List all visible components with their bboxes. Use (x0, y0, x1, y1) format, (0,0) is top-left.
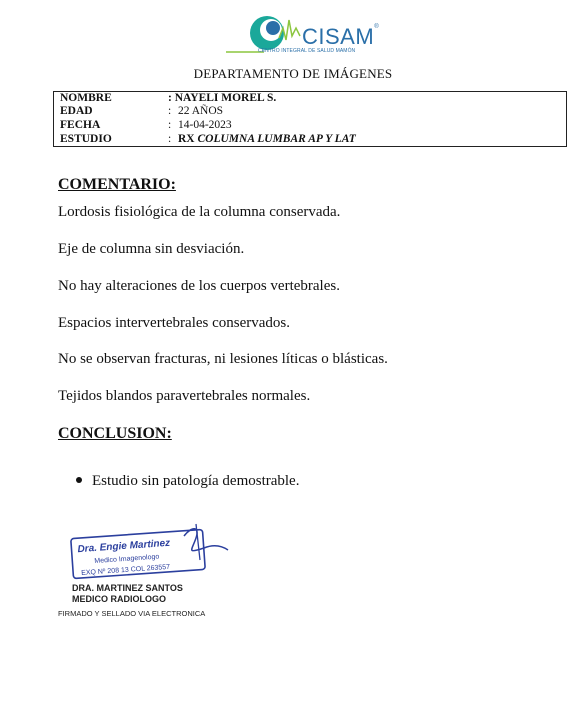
signature-stamp (66, 520, 236, 582)
comment-heading: COMENTARIO: (58, 176, 176, 193)
patient-date-row: FECHA : 14-04-2023 (60, 119, 232, 131)
comment-line: No hay alteraciones de los cuerpos vertebrales. (58, 278, 340, 294)
logo-subtitle: CENTRO INTEGRAL DE SALUD MAMÓN (258, 48, 356, 54)
date-value: 14-04-2023 (178, 119, 232, 131)
bullet-icon (76, 477, 82, 483)
date-label: FECHA (60, 119, 101, 131)
name-label: NOMBRE (60, 92, 112, 104)
age-label: EDAD (60, 105, 93, 117)
logo-name: CISAM® (302, 24, 380, 49)
study-label: ESTUDIO (60, 133, 112, 145)
age-value: 22 AÑOS (178, 105, 224, 117)
patient-study-row: ESTUDIO : RX COLUMNA LUMBAR AP Y LAT (60, 133, 356, 145)
comment-line: Espacios intervertebrales conservados. (58, 315, 290, 331)
department-title: DEPARTAMENTO DE IMÁGENES (193, 66, 393, 81)
conclusion-heading: CONCLUSION: (58, 425, 172, 442)
svg-text:Dra. Engie Martinez: Dra. Engie Martinez (77, 537, 171, 556)
doctor-name: DRA. MARTINEZ SANTOS (72, 583, 183, 593)
svg-text:Medico Imagenologo: Medico Imagenologo (94, 553, 160, 566)
patient-name-row (60, 92, 276, 105)
patient-age-row: EDAD : 22 AÑOS (60, 105, 224, 117)
conclusion-item: Estudio sin patología demostrable. (76, 473, 299, 490)
comment-line: Eje de columna sin desviación. (58, 241, 245, 257)
svg-text:EXQ Nº 208 13 COL 263557: EXQ Nº 208 13 COL 263557 (80, 563, 171, 577)
name-value: : NAYELI MOREL S. (168, 92, 277, 104)
comment-line: No se observan fracturas, ni lesiones líticas o blásticas. (58, 351, 388, 367)
comment-line: Tejidos blandos paravertebrales normales. (58, 388, 311, 404)
patient-info-box (53, 91, 567, 147)
doctor-title: MEDICO RADIOLOGO (72, 594, 166, 604)
signature-note: FIRMADO Y SELLADO VIA ELECTRONICA (58, 609, 206, 618)
comment-line: Lordosis fisiológica de la columna conservada. (58, 204, 341, 220)
study-value: RX COLUMNA LUMBAR AP Y LAT (178, 133, 356, 145)
